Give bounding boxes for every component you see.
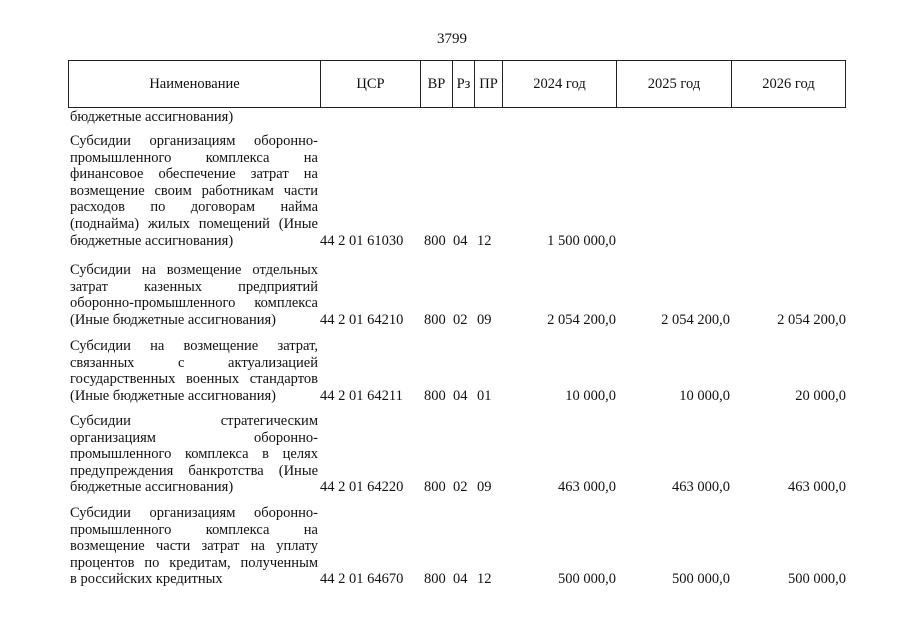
row-name-line: (Иные бюджетные ассигнования) (70, 311, 277, 328)
row-name-line: возмещение части затрат на уплату (70, 538, 318, 555)
continuation-text: бюджетные ассигнования) (70, 109, 234, 125)
row-value-2025: 500 000,0 (672, 571, 730, 588)
row-value-2024: 500 000,0 (558, 571, 616, 588)
row-pr: 09 (477, 479, 492, 496)
header-vr: ВР (420, 61, 452, 107)
row-name-line: предупреждения банкротства (Иные (70, 462, 318, 479)
header-2024: 2024 год (502, 61, 616, 107)
row-value-2025: 463 000,0 (672, 479, 730, 496)
row-name-line: бюджетные ассигнования) (70, 479, 234, 496)
row-name-line: расходов по договорам найма (70, 199, 318, 216)
header-csr: ЦСР (320, 61, 420, 107)
header-2025: 2025 год (616, 61, 731, 107)
row-name-line: бюджетные ассигнования) (70, 232, 234, 249)
row-csr: 44 2 01 64211 (320, 387, 403, 404)
row-name (70, 413, 318, 496)
row-vr: 800 (424, 571, 446, 588)
row-csr: 44 2 01 64670 (320, 571, 404, 588)
row-rz: 04 (453, 232, 468, 249)
row-name-line: возмещение своим работникам части (70, 182, 318, 199)
row-name-line: Субсидии на возмещение затрат, (70, 338, 318, 354)
row-name (70, 505, 318, 588)
row-name (70, 338, 318, 404)
row-name-line: затрат казенных предприятий (70, 278, 318, 295)
page-number: 3799 (437, 31, 467, 47)
row-name-line: оборонно-промышленного комплекса (70, 295, 318, 312)
table-header (68, 60, 846, 108)
row-vr: 800 (424, 479, 446, 496)
row-name-line: государственных военных стандартов (70, 371, 318, 388)
header-rz: Рз (452, 61, 474, 107)
header-pr: ПР (474, 61, 502, 107)
header-name: Наименование (149, 75, 240, 92)
row-value-2026: 463 000,0 (788, 479, 846, 496)
row-value-2026: 500 000,0 (788, 571, 846, 588)
row-value-2024: 10 000,0 (565, 387, 616, 404)
row-name-line: (Иные бюджетные ассигнования) (70, 387, 277, 404)
row-vr: 800 (424, 232, 446, 249)
row-rz: 02 (453, 479, 468, 496)
row-rz: 02 (453, 311, 468, 328)
row-value-2024: 1 500 000,0 (547, 232, 616, 249)
row-vr: 800 (424, 387, 446, 404)
row-value-2026: 2 054 200,0 (777, 311, 846, 328)
row-csr: 44 2 01 64220 (320, 479, 404, 496)
row-name-line: промышленного комплекса на (70, 521, 318, 538)
row-name-line: Субсидии стратегическим (70, 413, 318, 429)
row-rz: 04 (453, 387, 468, 404)
row-pr: 12 (477, 232, 492, 249)
row-name-line: в российских кредитных (70, 571, 223, 588)
row-value-2024: 2 054 200,0 (547, 311, 616, 328)
row-name-line: (поднайма) жилых помещений (Иные (70, 215, 318, 232)
row-csr: 44 2 01 64210 (320, 311, 404, 328)
row-name-line: промышленного комплекса на (70, 149, 318, 166)
row-pr: 01 (477, 387, 492, 404)
row-csr: 44 2 01 61030 (320, 232, 404, 249)
row-value-2026: 20 000,0 (795, 387, 846, 404)
row-name-line: связанных с актуализацией (70, 354, 318, 371)
row-name-line: процентов по кредитам, полученным (70, 554, 318, 571)
row-pr: 09 (477, 311, 492, 328)
row-name-line: Субсидии организациям оборонно- (70, 505, 318, 521)
header-2026: 2026 год (731, 61, 845, 107)
row-value-2025: 10 000,0 (679, 387, 730, 404)
row-name-line: организациям оборонно- (70, 429, 318, 446)
row-name-line: финансовое обеспечение затрат на (70, 166, 318, 183)
row-name-line: Субсидии организациям оборонно- (70, 133, 318, 149)
row-rz: 04 (453, 571, 468, 588)
row-name-line: Субсидии на возмещение отдельных (70, 262, 318, 278)
row-name (70, 133, 318, 249)
row-name-line: промышленного комплекса в целях (70, 446, 318, 463)
row-pr: 12 (477, 571, 492, 588)
row-value-2024: 463 000,0 (558, 479, 616, 496)
row-vr: 800 (424, 311, 446, 328)
row-value-2025: 2 054 200,0 (661, 311, 730, 328)
row-name (70, 262, 318, 328)
